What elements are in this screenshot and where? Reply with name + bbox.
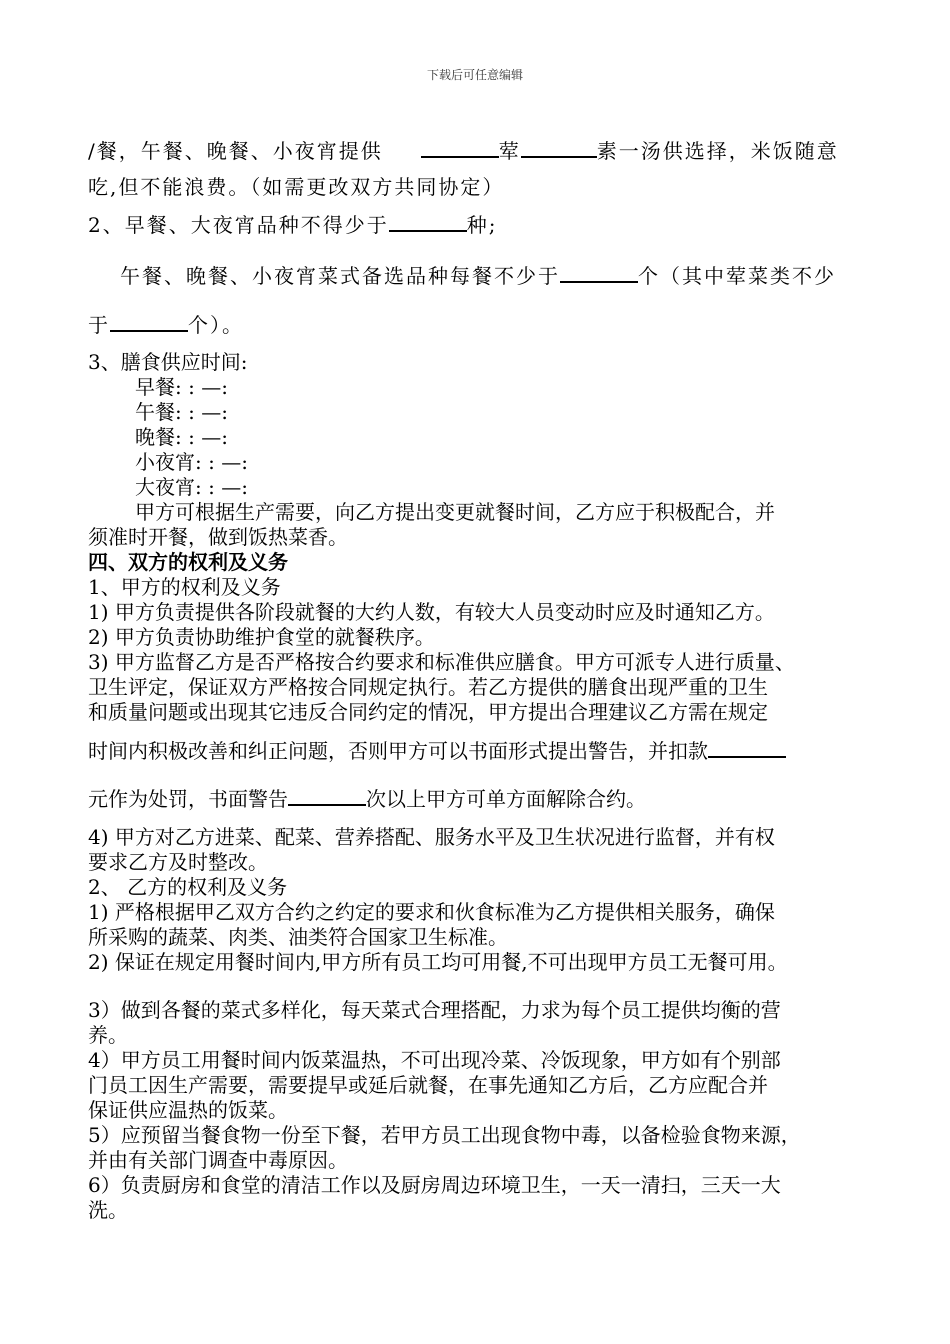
text-line: 4) 甲方对乙方进菜、配菜、营养搭配、服务水平及卫生状况进行监督，并有权 [88, 825, 775, 849]
fill-blank [288, 786, 366, 806]
text-line: 午餐、晚餐、小夜宵菜式备选品种每餐不少于 个（其中荤菜类不少 [120, 264, 836, 288]
text-line: 于 个）。 [88, 313, 244, 337]
sub-heading: 1、甲方的权利及义务 [88, 575, 281, 599]
text-line: 须准时开餐，做到饭热菜香。 [88, 525, 348, 549]
meal-time-night-snack: 大夜宵: : —: [135, 475, 248, 499]
meal-time-breakfast: 早餐: : —: [135, 375, 228, 399]
text-line: 要求乙方及时整改。 [88, 850, 268, 874]
text-line: 3) 甲方监督乙方是否严格按合约要求和标准供应膳食。甲方可派专人进行质量、 [88, 650, 795, 674]
text-line: 保证供应温热的饭菜。 [88, 1098, 288, 1122]
text-line: 和质量问题或出现其它违反合同约定的情况，甲方提出合理建议乙方需在规定 [88, 700, 768, 724]
page-header: 下载后可任意编辑 [426, 68, 523, 82]
text-line: 1) 甲方负责提供各阶段就餐的大约人数，有较大人员变动时应及时通知乙方。 [88, 600, 775, 624]
text-line: 所采购的蔬菜、肉类、油类符合国家卫生标准。 [88, 925, 508, 949]
meal-time-late-snack: 小夜宵: : —: [135, 450, 248, 474]
text-line: 1) 严格根据甲乙双方合约之约定的要求和伙食标准为乙方提供相关服务，确保 [88, 900, 775, 924]
fill-blank [708, 738, 786, 758]
meal-time-lunch: 午餐: : —: [135, 400, 228, 424]
fill-blank [421, 138, 499, 158]
text-line: 4）甲方员工用餐时间内饭菜温热，不可出现冷菜、冷饭现象，甲方如有个别部 [88, 1048, 781, 1072]
text-line: 6）负责厨房和食堂的清洁工作以及厨房周边环境卫生，一天一清扫，三天一大 [88, 1173, 781, 1197]
fill-blank [389, 212, 467, 232]
text-line: 元作为处罚，书面警告 次以上甲方可单方面解除合约。 [88, 787, 646, 811]
text-line: 吃,但不能浪费。（如需更改双方共同协定） [88, 175, 505, 199]
text-line: 并由有关部门调查中毒原因。 [88, 1148, 348, 1172]
section-title: 3、膳食供应时间: [88, 350, 248, 374]
text-line: 卫生评定，保证双方严格按合同规定执行。若乙方提供的膳食出现严重的卫生 [88, 675, 768, 699]
text-line: 洗。 [88, 1198, 128, 1222]
text-line: 2) 保证在规定用餐时间内,甲方所有员工均可用餐,不可出现甲方员工无餐可用。 [88, 950, 788, 974]
section-heading: 四、双方的权利及义务 [88, 550, 288, 574]
meal-time-dinner: 晚餐: : —: [135, 425, 228, 449]
text-line: 养。 [88, 1023, 128, 1047]
text-line: 2、早餐、大夜宵品种不得少于 种; [88, 213, 498, 237]
fill-blank [110, 312, 188, 332]
text-line: 3）做到各餐的菜式多样化，每天菜式合理搭配，力求为每个员工提供均衡的营 [88, 998, 781, 1022]
sub-heading: 2、 乙方的权利及义务 [88, 875, 288, 899]
text-line: 5）应预留当餐食物一份至下餐，若甲方员工出现食物中毒，以备检验食物来源， [88, 1123, 801, 1147]
text-line: 甲方可根据生产需要，向乙方提出变更就餐时间，乙方应于积极配合，并 [135, 500, 775, 524]
text-line: 时间内积极改善和纠正问题，否则甲方可以书面形式提出警告，并扣款 [88, 738, 786, 763]
text-line: 2) 甲方负责协助维护食堂的就餐秩序。 [88, 625, 435, 649]
fill-blank [521, 138, 597, 158]
text-line: /餐，午餐、晚餐、小夜宵提供 荤 素一汤供选择，米饭随意 [88, 139, 839, 163]
text-line: 门员工因生产需要，需要提早或延后就餐，在事先通知乙方后，乙方应配合并 [88, 1073, 768, 1097]
fill-blank [560, 263, 638, 283]
